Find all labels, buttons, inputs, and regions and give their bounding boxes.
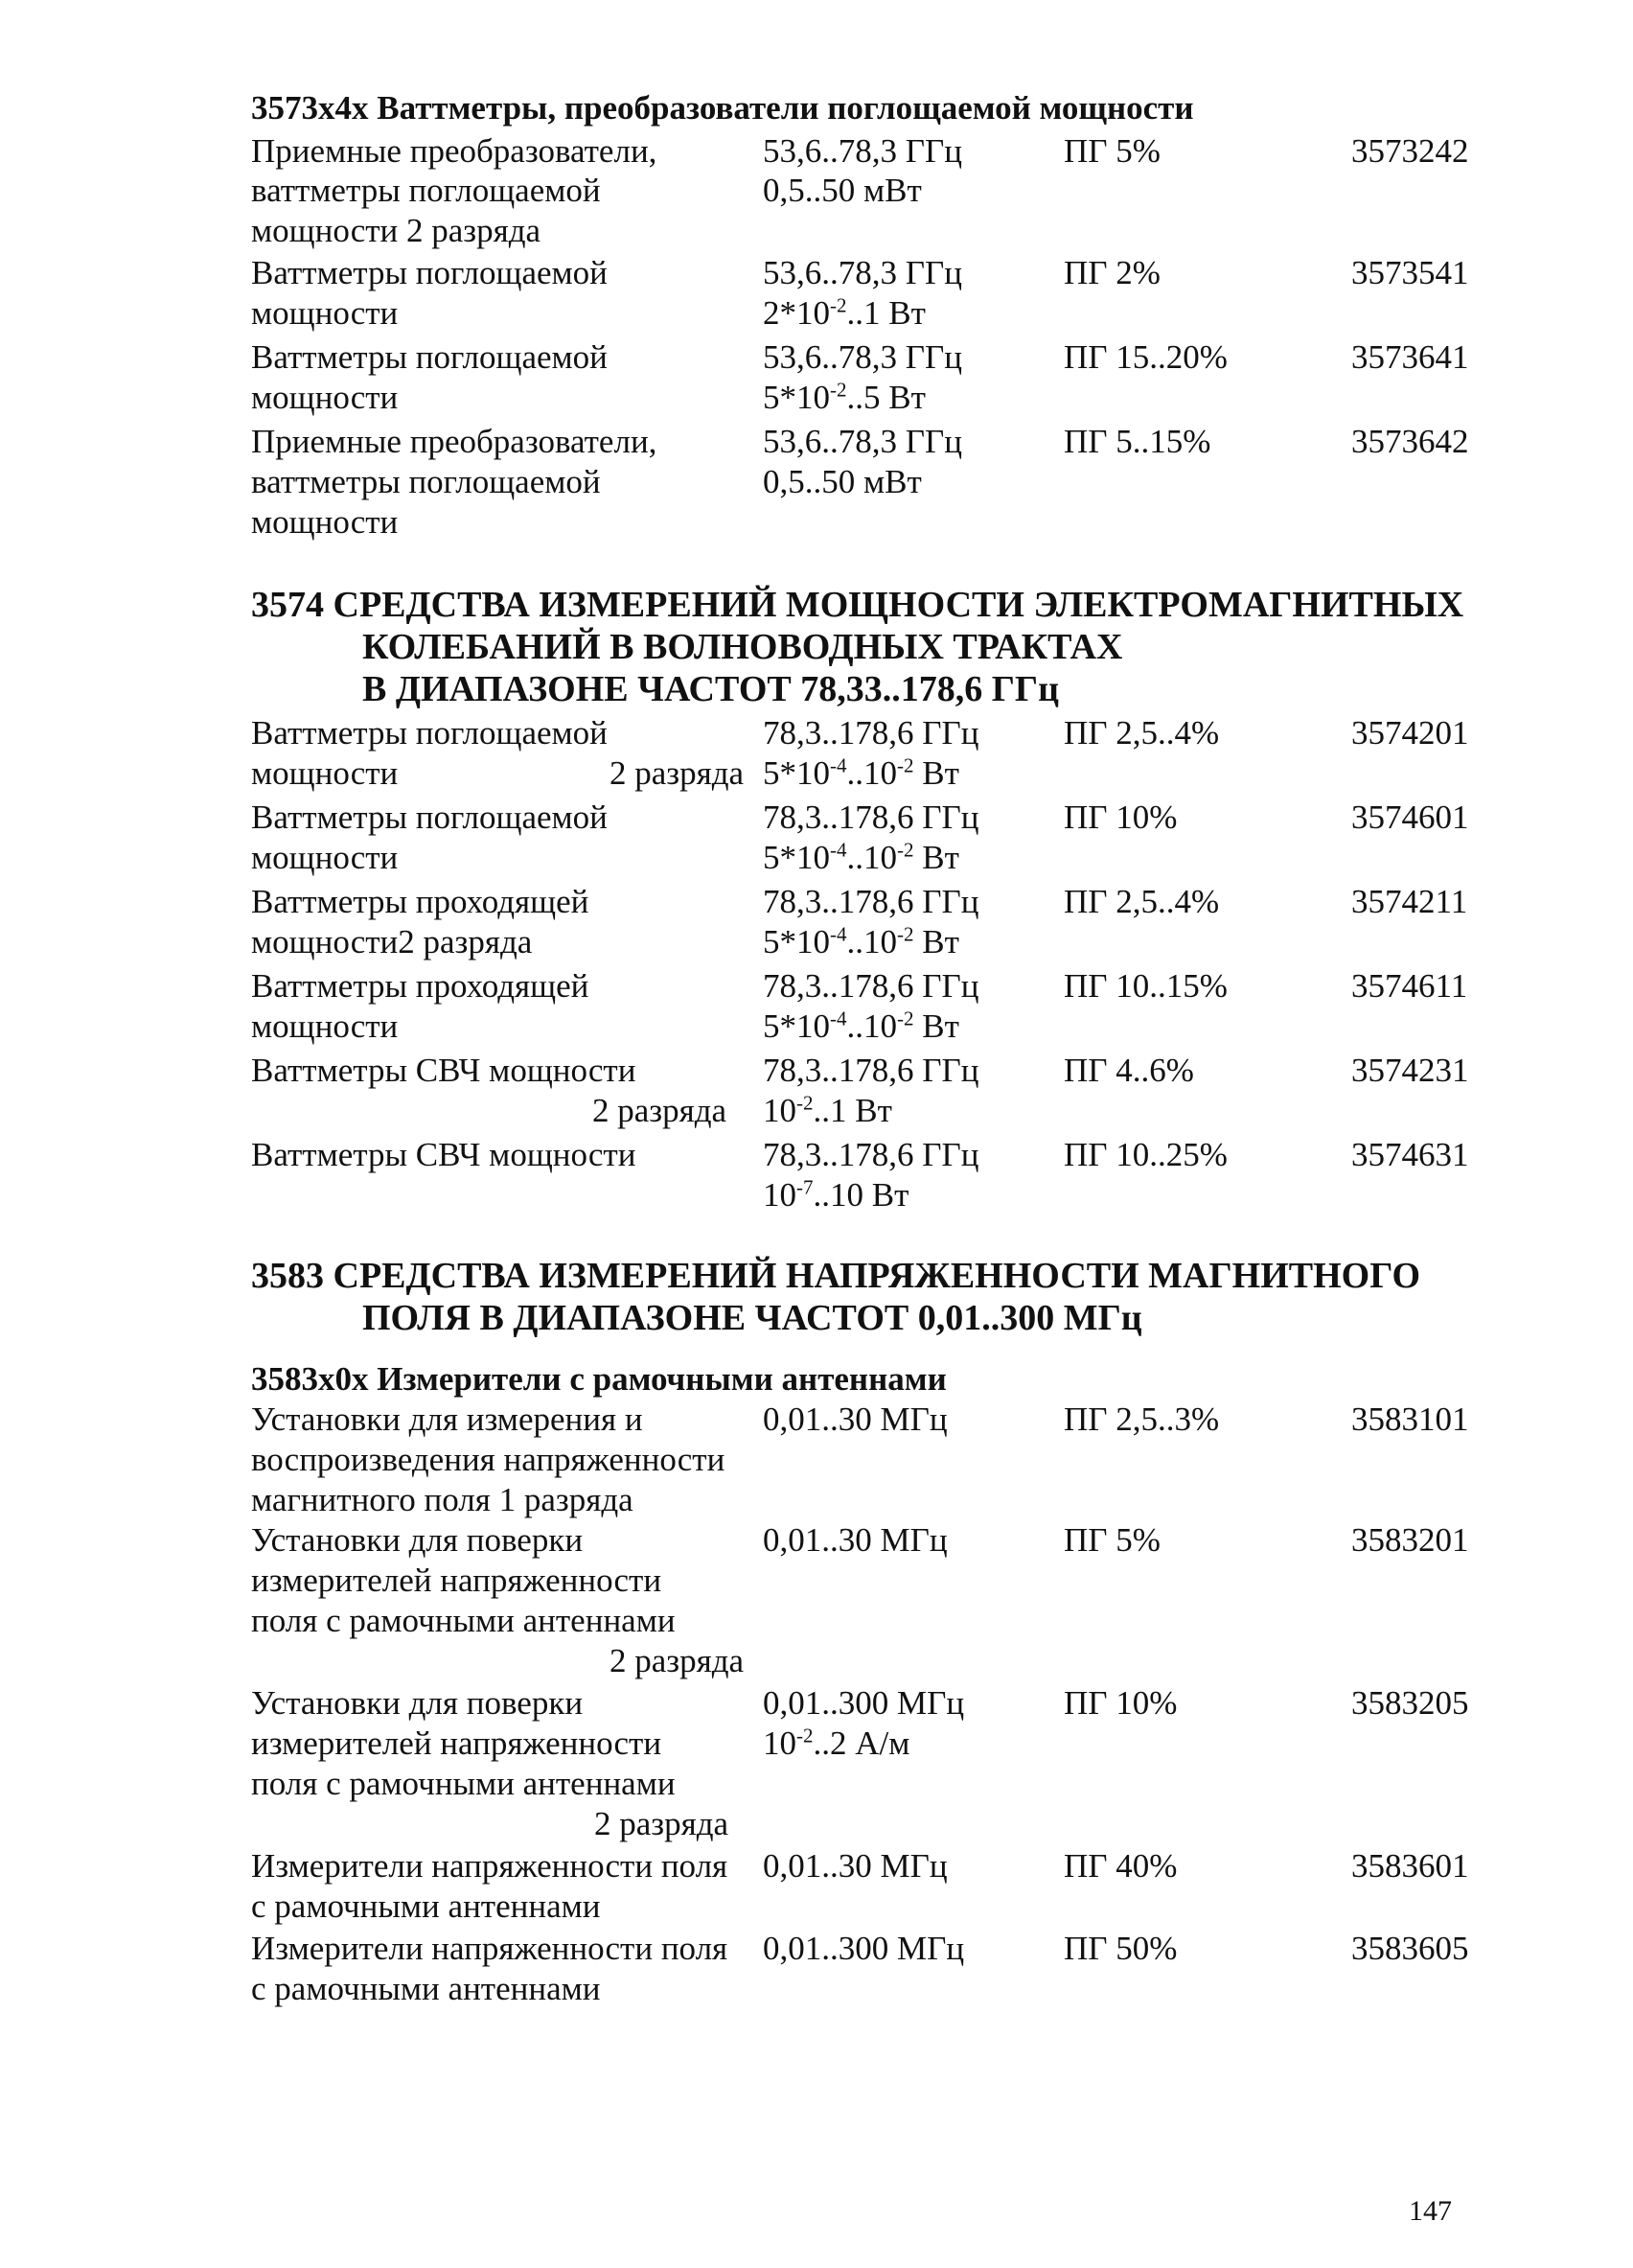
row-code: 3574231 <box>1351 1052 1469 1089</box>
section-heading-3583: ПОЛЯ В ДИАПАЗОНЕ ЧАСТОТ 0,01..300 МГц <box>362 1298 1142 1338</box>
row-range: 78,3..178,6 ГГц <box>763 1136 979 1173</box>
row-desc: Ваттметры поглощаемой <box>251 338 608 376</box>
row-range: 53,6..78,3 ГГц <box>763 423 962 460</box>
row-desc: Установки для поверки <box>251 1684 584 1722</box>
row-desc: 2 разряда <box>610 754 745 792</box>
row-desc: с рамочными антеннами <box>251 1887 601 1925</box>
row-range: 0,01..30 МГц <box>763 1400 948 1438</box>
row-range: 78,3..178,6 ГГц <box>763 967 979 1005</box>
row-error: ПГ 2,5..3% <box>1064 1400 1220 1438</box>
row-range: $5*10^{-4}..10^{-2}$ Вт <box>763 753 959 792</box>
row-code: 3574601 <box>1351 798 1469 836</box>
row-error: ПГ 10% <box>1064 798 1178 836</box>
row-range: 78,3..178,6 ГГц <box>763 883 979 920</box>
row-range: 0,01..300 МГц <box>763 1930 965 1967</box>
row-desc: воспроизведения напряженности <box>251 1441 725 1478</box>
row-error: ПГ 40% <box>1064 1847 1178 1885</box>
subsection-header-3573x4x: 3573х4х Ваттметры, преобразователи поглощаемой мощности <box>251 89 1194 127</box>
section-heading-3574: 3574 СРЕДСТВА ИЗМЕРЕНИЙ МОЩНОСТИ ЭЛЕКТРОМАГНИТНЫХ <box>251 585 1464 625</box>
row-range: $10^{-2}..2$ А/м <box>763 1724 910 1762</box>
row-desc: Установки для измерения и <box>251 1400 643 1438</box>
row-code: 3583601 <box>1351 1847 1469 1885</box>
row-code: 3573541 <box>1351 254 1469 291</box>
section-heading-3583: 3583 СРЕДСТВА ИЗМЕРЕНИЙ НАПРЯЖЕННОСТИ МАГНИТНОГО <box>251 1256 1421 1296</box>
row-range: 0,01..300 МГц <box>763 1684 965 1722</box>
row-range: 53,6..78,3 ГГц <box>763 338 962 376</box>
row-error: ПГ 10% <box>1064 1684 1178 1722</box>
row-error: ПГ 10..25% <box>1064 1136 1228 1173</box>
row-desc: ваттметры поглощаемой <box>251 463 601 500</box>
row-desc: Ваттметры поглощаемой <box>251 714 608 752</box>
row-range: $5*10^{-4}..10^{-2}$ Вт <box>763 922 959 960</box>
row-error: ПГ 10..15% <box>1064 967 1228 1005</box>
row-desc: 2 разряда <box>610 1642 745 1679</box>
row-code: 3583201 <box>1351 1521 1469 1559</box>
row-error: ПГ 5% <box>1064 1521 1161 1559</box>
row-error: ПГ 50% <box>1064 1930 1178 1967</box>
row-desc: мощности <box>251 839 399 876</box>
row-desc: Ваттметры поглощаемой <box>251 798 608 836</box>
row-range: $10^{-2}..1$ Вт <box>763 1091 892 1129</box>
row-code: 3574211 <box>1351 883 1468 920</box>
row-desc: магнитного поля 1 разряда <box>251 1481 633 1518</box>
row-code: 3574201 <box>1351 714 1469 752</box>
row-desc: мощности <box>251 503 399 541</box>
row-code: 3573641 <box>1351 338 1469 376</box>
row-code: 3574631 <box>1351 1136 1469 1173</box>
subsection-header-3583x0x: 3583х0х Измерители с рамочными антеннами <box>251 1360 947 1398</box>
row-code: 3583101 <box>1351 1400 1469 1438</box>
row-desc: Ваттметры проходящей <box>251 883 589 920</box>
row-error: ПГ 5..15% <box>1064 423 1211 460</box>
row-desc: Измерители напряженности поля <box>251 1930 728 1967</box>
row-range: 0,5..50 мВт <box>763 172 922 209</box>
row-desc: Ваттметры СВЧ мощности <box>251 1052 636 1089</box>
row-desc: Приемные преобразователи, <box>251 423 657 460</box>
row-desc: ваттметры поглощаемой <box>251 172 601 209</box>
row-desc: мощности2 разряда <box>251 923 533 960</box>
row-range: 0,01..30 МГц <box>763 1521 948 1559</box>
row-range: $5*10^{-4}..10^{-2}$ Вт <box>763 838 959 876</box>
row-range: 0,5..50 мВт <box>763 463 922 500</box>
row-code: 3574611 <box>1351 967 1468 1005</box>
row-error: ПГ 2,5..4% <box>1064 714 1220 752</box>
row-desc: с рамочными антеннами <box>251 1970 601 2007</box>
row-desc: Измерители напряженности поля <box>251 1847 728 1885</box>
row-error: ПГ 2% <box>1064 254 1161 291</box>
row-code: 3573242 <box>1351 132 1469 170</box>
row-desc: измерителей напряженности <box>251 1562 662 1599</box>
page-number: 147 <box>1409 2195 1452 2227</box>
row-range: 78,3..178,6 ГГц <box>763 1052 979 1089</box>
row-desc: измерителей напряженности <box>251 1724 662 1762</box>
row-range: 0,01..30 МГц <box>763 1847 948 1885</box>
row-desc: 2 разряда <box>594 1805 729 1842</box>
row-desc: Ваттметры поглощаемой <box>251 254 608 291</box>
row-range: 53,6..78,3 ГГц <box>763 254 962 291</box>
section-heading-3574: В ДИАПАЗОНЕ ЧАСТОТ 78,33..178,6 ГГц <box>362 669 1059 709</box>
row-error: ПГ 5% <box>1064 132 1161 170</box>
row-range: 78,3..178,6 ГГц <box>763 798 979 836</box>
row-error: ПГ 4..6% <box>1064 1052 1194 1089</box>
row-range: 53,6..78,3 ГГц <box>763 132 962 170</box>
row-desc: 2 разряда <box>592 1092 727 1129</box>
row-desc: Ваттметры проходящей <box>251 967 589 1005</box>
row-desc: поля с рамочными антеннами <box>251 1602 676 1639</box>
row-range: $10^{-7}..10$ Вт <box>763 1175 909 1214</box>
row-desc: мощности <box>251 379 399 416</box>
row-desc: Ваттметры СВЧ мощности <box>251 1136 636 1173</box>
row-desc: мощности <box>251 754 399 792</box>
row-range: $5*10^{-4}..10^{-2}$ Вт <box>763 1007 959 1045</box>
row-code: 3573642 <box>1351 423 1469 460</box>
row-range: 78,3..178,6 ГГц <box>763 714 979 752</box>
row-range: $2*10^{-2}..1$ Вт <box>763 293 926 332</box>
row-desc: Приемные преобразователи, <box>251 132 657 170</box>
row-desc: мощности <box>251 294 399 332</box>
row-error: ПГ 2,5..4% <box>1064 883 1220 920</box>
row-error: ПГ 15..20% <box>1064 338 1228 376</box>
row-code: 3583205 <box>1351 1684 1469 1722</box>
row-desc: мощности <box>251 1007 399 1045</box>
row-code: 3583605 <box>1351 1930 1469 1967</box>
row-desc: мощности 2 разряда <box>251 212 541 249</box>
row-range: $5*10^{-2}..5$ Вт <box>763 378 926 416</box>
row-desc: поля с рамочными антеннами <box>251 1765 676 1802</box>
section-heading-3574: КОЛЕБАНИЙ В ВОЛНОВОДНЫХ ТРАКТАХ <box>362 627 1123 667</box>
row-desc: Установки для поверки <box>251 1521 584 1559</box>
